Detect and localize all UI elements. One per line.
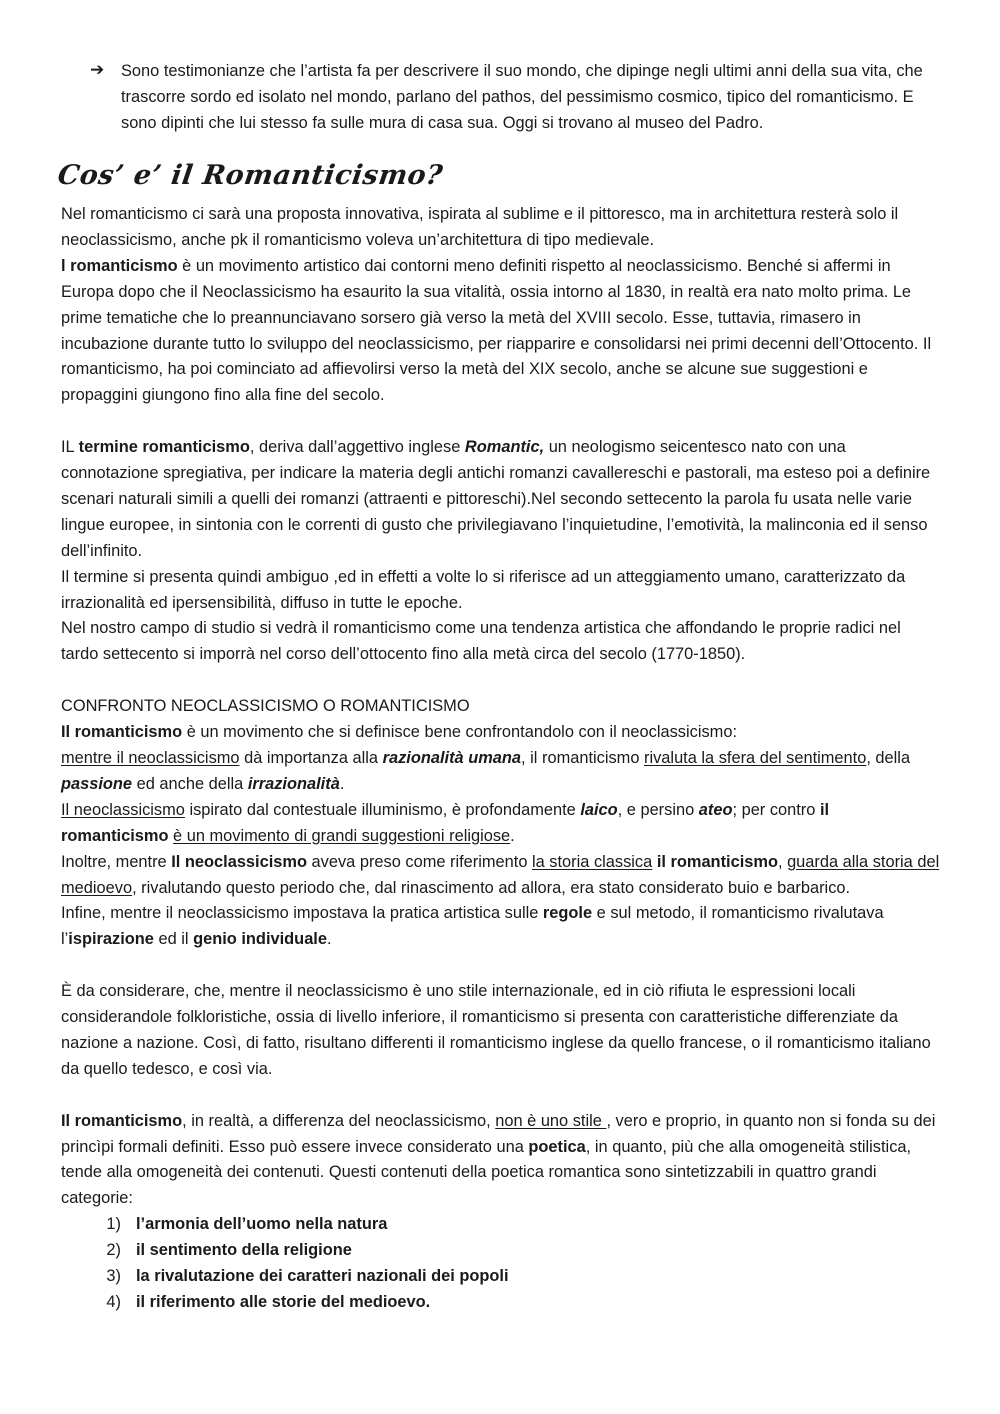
- document-body: [61, 202, 941, 1316]
- confronto-title: CONFRONTO NEOCLASSICISMO O ROMANTICISMO: [61, 697, 470, 716]
- paragraph-5: Nel nostro campo di studio si vedrà il romanticismo come una tendenza artistica che affondando le proprie radici nel tardo settecento si imporrà nel corso dell’ottocento fino alla metà circa del secolo (1770-1850).: [61, 619, 901, 664]
- categories-list: [61, 1212, 941, 1316]
- paragraph-1: Nel romanticismo ci sarà una proposta innovativa, ispirata al sublime e il pittoresco, ma in architettura resterà solo il neoclassicismo, anche pk il romanticismo voleva un’architettura di tipo medievale.: [61, 205, 899, 249]
- list-item: 2) il sentimento della religione: [106, 1241, 352, 1260]
- paragraph-6: È da considerare, che, mentre il neoclassicismo è uno stile internazionale, ed in ciò rifiuta le espressioni locali considerandole folkloristiche, ossia di livello inferiore, il romanticismo si presenta con caratteristiche differenziate da nazione a nazione. Così, di fatto, risultano differenti il romanticismo inglese da quello francese, o il romanticismo italiano da quello tedesco, e così via.: [61, 982, 931, 1078]
- confronto-line-2: mentre il neoclassicismo dà importanza alla razionalità umana, il romanticismo rivaluta la sfera del sentimento, della passione ed anche della irrazionalità.: [61, 749, 911, 793]
- confronto-line-4: Inoltre, mentre Il neoclassicismo aveva preso come riferimento la storia classica il romanticismo, guarda alla storia del medioevo, rivalutando questo periodo che, dal rinascimento ad allora, era stato considerato buio e barbarico.: [61, 852, 940, 897]
- list-item: 1) l’armonia dell’uomo nella natura: [106, 1215, 388, 1234]
- intro-bullet: [90, 58, 950, 136]
- paragraph-3: IL termine romanticismo, deriva dall’aggettivo inglese Romantic, un neologismo seicentesco nato con una connotazione spregiativa, per indicare la materia degli antichi romanzi cavallereschi e pastorali, ma esteso poi a definire scenari naturali simili a quelli dei romanzi (attraenti e pittoreschi).Nel secondo settecento la parola fu usata nelle varie lingue europee, in sintonia con le correnti di gusto che privilegiavano l’inquietudine, l’emotività, la malinconia ed il senso dell’infinito.: [61, 438, 931, 560]
- paragraph-2: l romanticismo è un movimento artistico dai contorni meno definiti rispetto al neoclassicismo. Benché si affermi in Europa dopo che il Neoclassicismo ha esaurito la sua vitalità, ossia intorno al 1830, in realtà era nato molto prima. Le prime tematiche che lo preannunciavano sorsero già verso la metà del XVIII secolo. Esse, tuttavia, rimasero in incubazione durante tutto lo sviluppo del neoclassicismo, per riapparire e consolidarsi nei primi decenni dell’Ottocento. Il romanticismo, ha poi cominciato ad affievolirsi verso la metà del XIX secolo, anche se alcune sue suggestioni e propaggini giungono fino alla fine del secolo.: [61, 256, 932, 405]
- intro-bullet-text: Sono testimonianze che l’artista fa per descrivere il suo mondo, che dipinge negli ultimi anni della sua vita, che trascorre sordo ed isolato nel mondo, parlano del pathos, del pessimismo cosmico, tipico del romanticismo. E sono dipinti che lui stesso fa sulle mura di casa sua. Oggi si trovano al museo del Padro.: [121, 62, 923, 132]
- arrow-right-icon: ➔: [90, 60, 105, 79]
- confronto-line-1: Il romanticismo è un movimento che si definisce bene confrontandolo con il neoclassicismo:: [61, 723, 737, 742]
- list-item: 4) il riferimento alle storie del medioevo.: [106, 1293, 431, 1311]
- paragraph-7: Il romanticismo, in realtà, a differenza del neoclassicismo, non è uno stile , vero e proprio, in quanto non si fonda su dei princìpi formali definiti. Esso può essere invece considerato una poetica, in quanto, più che alla omogeneità stilistica, tende alla omogeneità dei contenuti. Questi contenuti della poetica romantica sono sintetizzabili in quattro grandi categorie:: [61, 1111, 936, 1208]
- bold-term: l romanticismo: [61, 256, 178, 275]
- confronto-line-3: Il neoclassicismo ispirato dal contestuale illuminismo, è profondamente laico, e persino ateo; per contro il romanticismo è un movimento di grandi suggestioni religiose.: [61, 800, 830, 845]
- section-heading: Cos’ e’ il Romanticismo?: [55, 160, 445, 191]
- list-item: 3) la rivalutazione dei caratteri nazionali dei popoli: [106, 1267, 509, 1286]
- confronto-line-5: Infine, mentre il neoclassicismo impostava la pratica artistica sulle regole e sul metodo, il romanticismo rivalutava l’ispirazione ed il genio individuale.: [61, 904, 884, 949]
- paragraph-4: Il termine si presenta quindi ambiguo ,ed in effetti a volte lo si riferisce ad un atteggiamento umano, caratterizzato da irrazionalità ed ipersensibilità, diffuso in tutte le epoche.: [61, 567, 906, 612]
